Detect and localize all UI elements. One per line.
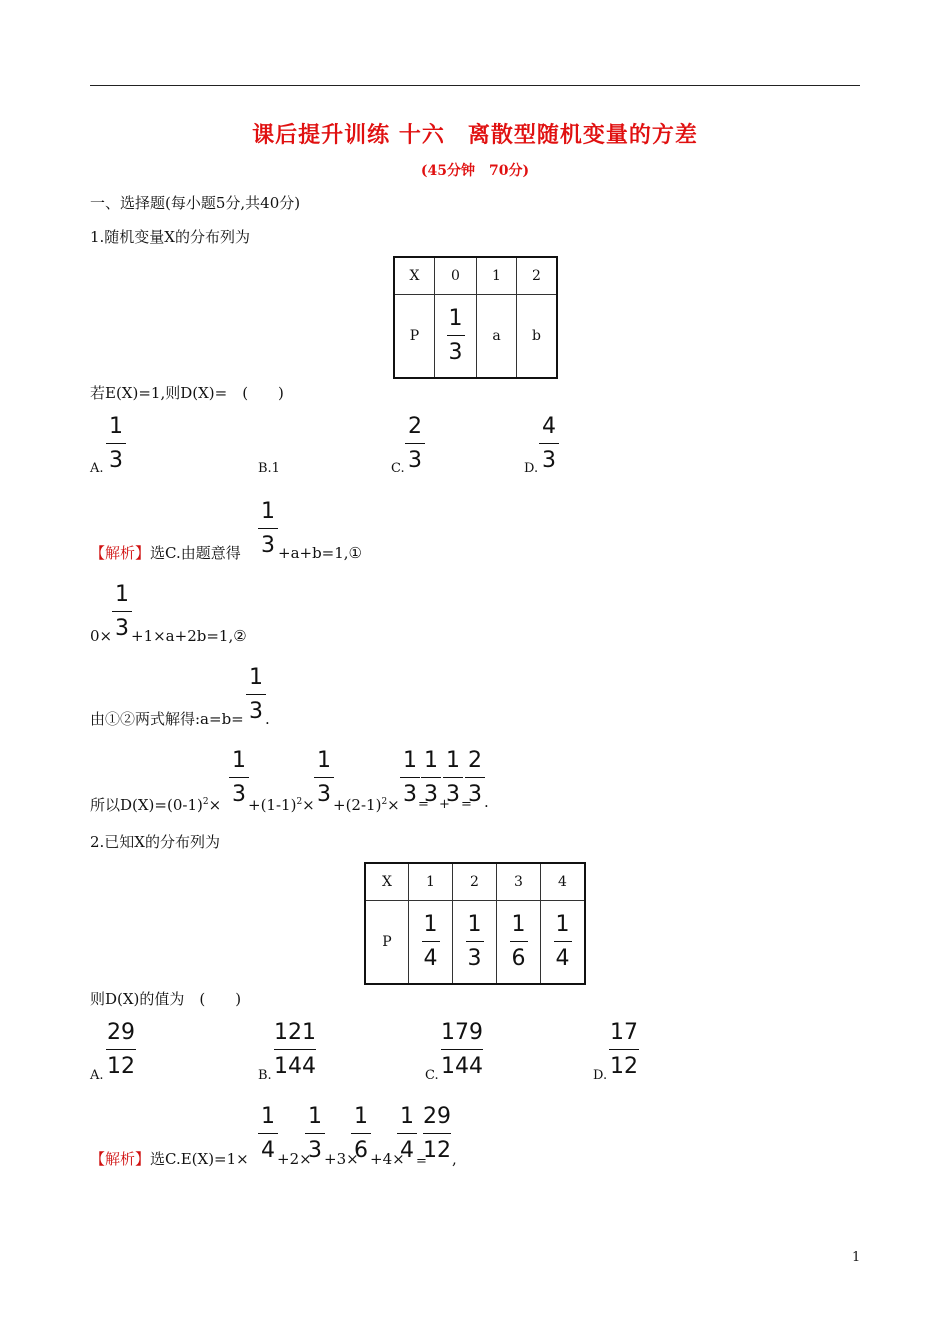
solution-text: . bbox=[484, 793, 489, 811]
q2-table-fraction-cell: $\frac{1}{4}$ bbox=[409, 900, 453, 984]
numerator: 1 bbox=[448, 305, 463, 331]
q2-table-fraction-cell: $\frac{1}{4}$ bbox=[541, 900, 586, 984]
solution-text: 由①②两式解得:a=b= bbox=[90, 710, 244, 728]
page-subtitle: (45分钟 70分) bbox=[420, 163, 530, 179]
q2-option-a-fraction: 29 12 bbox=[107, 1020, 135, 1079]
page-title: 课后提升训练 十六 离散型随机变量的方差 bbox=[252, 122, 698, 148]
q1-table-cell: P bbox=[394, 294, 435, 378]
q2-option-b-fraction: 121 144 bbox=[274, 1020, 316, 1079]
q1-table-cell: 0 bbox=[435, 257, 477, 294]
q1-option-a-label[interactable]: A. bbox=[90, 461, 104, 476]
fraction bbox=[447, 306, 465, 366]
q1-condition: 若E(X)=1,则D(X)= ( ) bbox=[90, 384, 284, 402]
q2-condition: 则D(X)的值为 ( ) bbox=[90, 990, 242, 1008]
denominator: 3 bbox=[448, 339, 463, 365]
solution-text: 0× bbox=[90, 627, 113, 645]
solution-text: = bbox=[461, 797, 472, 812]
q2-option-d-label[interactable]: D. bbox=[593, 1068, 608, 1083]
solution-fraction: 1 3 bbox=[229, 748, 249, 808]
solution-tag: 【解析】 bbox=[90, 1150, 151, 1168]
solution-fraction: 1 3 bbox=[112, 582, 132, 642]
q2-solution-line1: 【解析】选C.E(X)=1× bbox=[90, 1150, 249, 1168]
q2-table-cell: 1 bbox=[409, 863, 453, 900]
solution-text: = bbox=[418, 797, 429, 812]
q2-option-a-label[interactable]: A. bbox=[90, 1068, 104, 1083]
q1-table-fraction-cell bbox=[435, 294, 477, 378]
solution-text: $+(2-1)^2\times$ bbox=[333, 796, 400, 814]
q2-distribution-table bbox=[364, 862, 586, 985]
solution-fraction: 1 3 bbox=[246, 665, 266, 725]
solution-fraction: 1 4 bbox=[258, 1104, 278, 1164]
solution-text: . bbox=[265, 710, 270, 728]
solution-text: $+(1-1)^2\times$ bbox=[248, 796, 315, 814]
q1-option-d-label[interactable]: D. bbox=[524, 461, 539, 476]
q2-option-c-fraction: 179 144 bbox=[441, 1020, 483, 1079]
q2-table-cell: 4 bbox=[541, 863, 586, 900]
q2-option-c-label[interactable]: C. bbox=[425, 1068, 439, 1083]
solution-fraction: 1 3 bbox=[421, 748, 441, 808]
section-heading: 一、选择题(每小题5分,共40分) bbox=[90, 194, 301, 212]
q2-table-cell: X bbox=[365, 863, 409, 900]
q1-distribution-table bbox=[393, 256, 558, 379]
solution-text: + bbox=[439, 797, 450, 812]
solution-text: 选C.由题意得 bbox=[150, 544, 241, 562]
q1-option-b-label[interactable]: B.1 bbox=[258, 461, 280, 476]
q1-option-c-label[interactable]: C. bbox=[391, 461, 405, 476]
solution-text: +1×a+2b=1,② bbox=[131, 627, 247, 645]
solution-text: +3× bbox=[324, 1150, 359, 1168]
q1-table-cell: 2 bbox=[517, 257, 558, 294]
solution-fraction: 1 3 bbox=[400, 748, 420, 808]
solution-fraction: 2 3 bbox=[465, 748, 485, 808]
q1-option-d-fraction: 4 3 bbox=[539, 414, 559, 474]
q2-table-cell: 3 bbox=[497, 863, 541, 900]
header-rule bbox=[90, 85, 860, 86]
q1-option-a-fraction: 1 3 bbox=[106, 414, 126, 474]
q2-option-b-label[interactable]: B. bbox=[258, 1068, 272, 1083]
solution-fraction: 29 12 bbox=[423, 1104, 451, 1163]
q1-table-cell: X bbox=[394, 257, 435, 294]
q2-option-d-fraction: 17 12 bbox=[610, 1020, 638, 1079]
q2-table-fraction-cell: $\frac{1}{3}$ bbox=[453, 900, 497, 984]
q1-stem: 1.随机变量X的分布列为 bbox=[90, 228, 250, 246]
solution-text: , bbox=[452, 1150, 457, 1168]
solution-fraction: 1 3 bbox=[258, 499, 278, 559]
q1-table-cell: 1 bbox=[477, 257, 517, 294]
solution-tag: 【解析】 bbox=[90, 544, 151, 562]
q1-option-c-fraction: 2 3 bbox=[405, 414, 425, 474]
solution-text: = bbox=[416, 1154, 427, 1169]
solution-text: +2× bbox=[277, 1150, 312, 1168]
solution-text: +4× bbox=[370, 1150, 405, 1168]
q2-table-cell: 2 bbox=[453, 863, 497, 900]
solution-fraction: 1 3 bbox=[305, 1104, 325, 1164]
solution-fraction: 1 4 bbox=[397, 1104, 417, 1164]
q2-stem: 2.已知X的分布列为 bbox=[90, 833, 220, 851]
q1-table-cell: a bbox=[477, 294, 517, 378]
q2-table-fraction-cell: $\frac{1}{6}$ bbox=[497, 900, 541, 984]
q1-table-cell: b bbox=[517, 294, 558, 378]
solution-text: +a+b=1,① bbox=[278, 544, 363, 562]
solution-fraction: 1 3 bbox=[314, 748, 334, 808]
solution-fraction: 1 3 bbox=[443, 748, 463, 808]
solution-fraction: 1 6 bbox=[351, 1104, 371, 1164]
page-number: 1 bbox=[852, 1250, 861, 1265]
q2-table-cell: P bbox=[365, 900, 409, 984]
solution-text: 所以$D(X)=(0-1)^2\times$ bbox=[90, 796, 222, 814]
q1-solution-line1 bbox=[90, 544, 241, 562]
